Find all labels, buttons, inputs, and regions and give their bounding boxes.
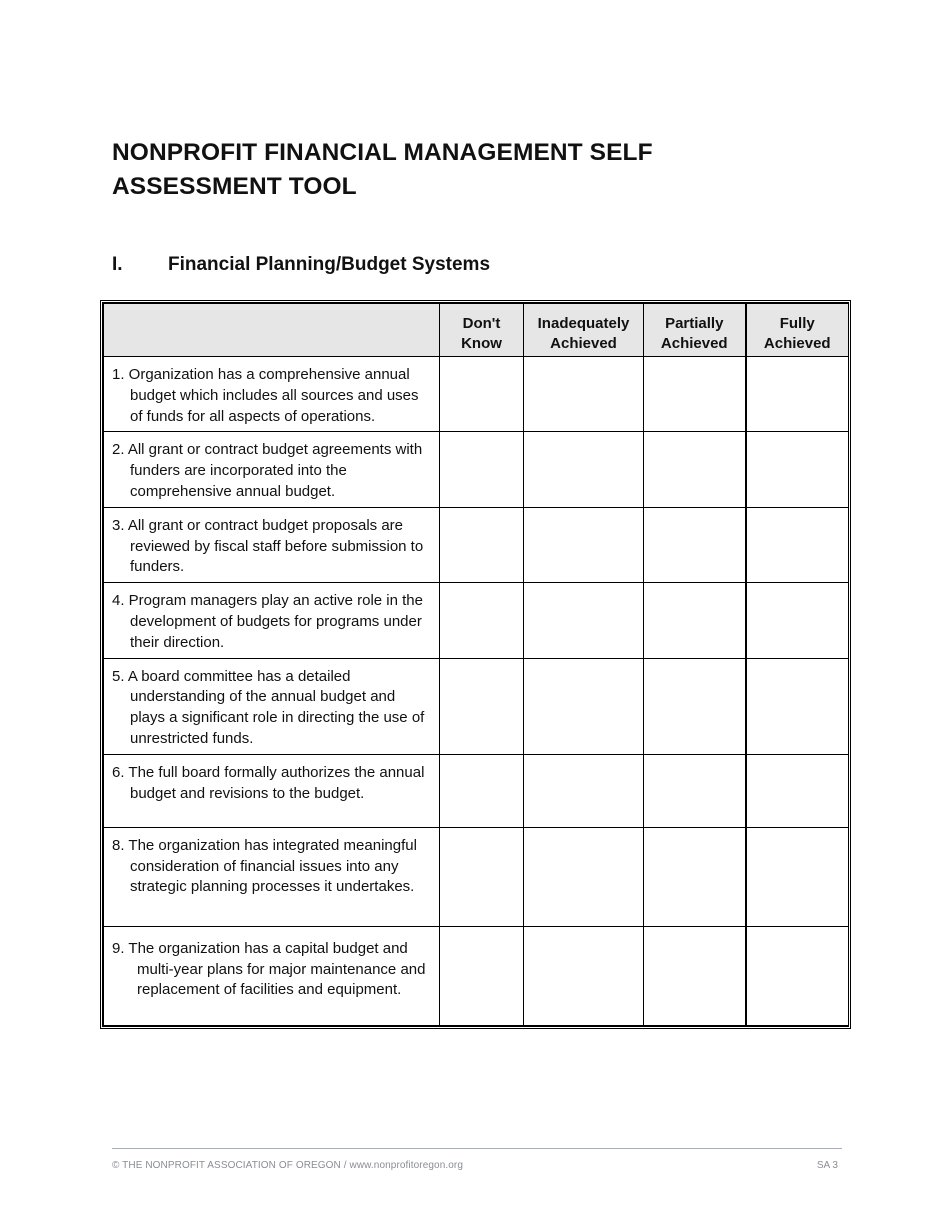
table-row (104, 827, 849, 926)
table-row (104, 507, 849, 582)
row-statement (104, 926, 440, 1025)
header-label: Know (461, 335, 502, 352)
cell-inadequately-achieved[interactable] (524, 583, 644, 658)
header-label: Achieved (550, 335, 617, 352)
statement-text: 4. Program managers play an active role in the development of budgets for programs under their direction. (112, 592, 423, 651)
cell-fully-achieved[interactable] (746, 583, 849, 658)
cell-fully-achieved[interactable] (746, 432, 849, 507)
cell-inadequately-achieved[interactable] (524, 507, 644, 582)
cell-inadequately-achieved[interactable] (524, 926, 644, 1025)
header-label: Partially (665, 315, 724, 332)
table-row (104, 583, 849, 658)
cell-partially-achieved[interactable] (644, 926, 746, 1025)
statement-text: 8. The organization has integrated meaningful consideration of financial issues into any strategic planning processes it undertakes. (112, 836, 417, 896)
footer-divider (112, 1148, 842, 1149)
row-statement (104, 658, 440, 754)
header-label: Don't (462, 315, 501, 332)
cell-inadequately-achieved[interactable] (524, 754, 644, 827)
row-statement (104, 507, 440, 582)
cell-fully-achieved[interactable] (746, 827, 849, 926)
page-number: SA 3 (816, 1160, 838, 1171)
cell-partially-achieved[interactable] (644, 432, 746, 507)
table-row (104, 432, 849, 507)
footer-copyright: © THE NONPROFIT ASSOCIATION OF OREGON / www.nonprofitoregon.org (112, 1160, 463, 1171)
cell-partially-achieved[interactable] (644, 507, 746, 582)
statement-text: 1. Organization has a comprehensive annual budget which includes all sources and uses of funds for all aspects of operations. (112, 366, 419, 425)
header-partially-achieved (644, 304, 746, 357)
cell-inadequately-achieved[interactable] (524, 658, 644, 754)
table-row (104, 754, 849, 827)
header-item-column (104, 304, 440, 357)
statement-text: 3. All grant or contract budget proposals are reviewed by fiscal staff before submission to funders. (112, 516, 424, 576)
assessment-table-frame (100, 300, 851, 1029)
title-line-1: NONPROFIT FINANCIAL MANAGEMENT SELF (112, 139, 653, 166)
cell-partially-achieved[interactable] (644, 827, 746, 926)
cell-fully-achieved[interactable] (746, 357, 849, 432)
assessment-table (103, 303, 849, 1026)
table-header-row (104, 304, 849, 357)
cell-fully-achieved[interactable] (746, 507, 849, 582)
cell-fully-achieved[interactable] (746, 926, 849, 1025)
header-label: Fully (779, 315, 815, 332)
row-statement (104, 357, 440, 432)
document-title (112, 136, 752, 204)
cell-fully-achieved[interactable] (746, 754, 849, 827)
cell-dont-know[interactable] (440, 926, 524, 1025)
cell-dont-know[interactable] (440, 583, 524, 658)
title-line-2: ASSESSMENT TOOL (112, 173, 357, 200)
row-statement (104, 432, 440, 507)
header-label: Inadequately (537, 315, 630, 332)
cell-dont-know[interactable] (440, 754, 524, 827)
cell-dont-know[interactable] (440, 357, 524, 432)
cell-partially-achieved[interactable] (644, 357, 746, 432)
row-statement (104, 583, 440, 658)
cell-partially-achieved[interactable] (644, 583, 746, 658)
cell-dont-know[interactable] (440, 827, 524, 926)
header-dont-know (440, 304, 524, 357)
statement-text: 2. All grant or contract budget agreements with funders are incorporated into the comprehensive annual budget. (112, 441, 423, 500)
cell-fully-achieved[interactable] (746, 658, 849, 754)
cell-dont-know[interactable] (440, 658, 524, 754)
header-fully-achieved (746, 304, 849, 357)
statement-text: 9. The organization has a capital budget and multi-year plans for major maintenance and replacement of facilities and equipment. (112, 939, 426, 999)
statement-text: 6. The full board formally authorizes the annual budget and revisions to the budget. (112, 763, 425, 802)
header-label: Achieved (660, 335, 728, 352)
cell-partially-achieved[interactable] (644, 754, 746, 827)
table-row (104, 658, 849, 754)
section-title: Financial Planning/Budget Systems (168, 254, 491, 275)
header-label: Achieved (763, 335, 831, 352)
cell-dont-know[interactable] (440, 507, 524, 582)
cell-inadequately-achieved[interactable] (524, 432, 644, 507)
cell-partially-achieved[interactable] (644, 658, 746, 754)
cell-dont-know[interactable] (440, 432, 524, 507)
header-inadequately-achieved (524, 304, 644, 357)
row-statement (104, 754, 440, 827)
section-heading (112, 252, 490, 278)
table-row (104, 926, 849, 1025)
statement-text: 5. A board committee has a detailed understanding of the annual budget and plays a significant role in directing the use of unrestricted funds. (112, 667, 425, 747)
table-row (104, 357, 849, 432)
cell-inadequately-achieved[interactable] (524, 827, 644, 926)
cell-inadequately-achieved[interactable] (524, 357, 644, 432)
section-number: I. (112, 254, 123, 275)
row-statement (104, 827, 440, 926)
